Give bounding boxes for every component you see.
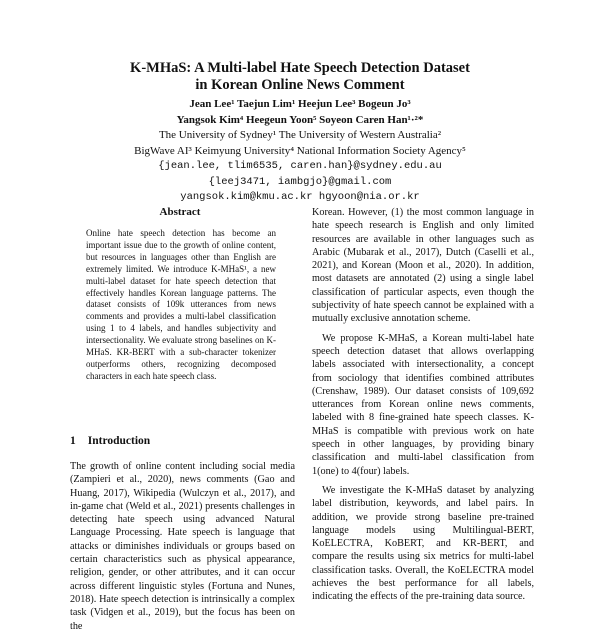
email-line-1: {jean.lee, tlim6535, caren.han}@sydney.edu.au — [158, 160, 442, 172]
section-number: 1 — [70, 435, 76, 447]
right-column-body — [312, 206, 534, 603]
email-line-3: yangsok.kim@kmu.ac.kr hgyoon@nia.or.kr — [180, 191, 420, 203]
intro-left-paragraph: The growth of online content including social media (Zampieri et al., 2020), news comments (Gao and Huang, 2017), Wikipedia (Wulczyn et al., 2017), and in-game chat (Weld et al., 2021) presents challenges in detecting hate speech using advanced Natural Language Processing. Hate speech is language that attacks or diminishes individuals or groups based on certain characteristics such as physical appearance, religion, gender, or other attributes, and it can occur across different linguistic styles (Fortuna and Nunes, 2018). Hate speech detection is intrinsically a complex task (Vidgen et al., 2019), but the focus has been on the — [70, 461, 295, 632]
paper-title — [0, 60, 600, 94]
affiliations-line-2: BigWave AI³ Keimyung University⁴ National Information Society Agency⁵ — [134, 144, 466, 157]
section-title: Introduction — [87, 435, 151, 447]
abstract-text: Online hate speech detection has become an important issue due to the growth of online content, but resources in languages other than English are extremely limited. We introduce K-MHaS¹, a new multi-label dataset for hate speech detection that effectively handles Korean language patterns. The dataset consists of 109k utterances from news comments and provides a multi-label classification using 1 to 4 labels, and handles subjectivity and intersectionality. We evaluate strong baselines on K-MHaS. KR-BERT with a sub-character tokenizer outperforms others, recognizing decomposed characters in each hate speech class. — [86, 228, 276, 381]
intro-right-paragraph-3: We investigate the K-MHaS dataset by analyzing label distribution, keywords, and label pairs. In addition, we provide strong baseline pre-trained language models using Multilingual-BERT, KoELECTRA, KoBERT, and KR-BERT, and compare the results using six metrics for multi-label classification tasks. Overall, the KoELECTRA model achieves the best performance for all labels, indicating the effects of the pre-training data source. — [312, 484, 534, 603]
title-line-1: K-MHaS: A Multi-label Hate Speech Detection Dataset — [130, 60, 470, 76]
intro-right-paragraph-2: We propose K-MHaS, a Korean multi-label hate speech detection dataset that allows overlapping labels associated with intersectionality, a concept from sociology that identifies combined attributes (Crenshaw, 1989). Our dataset consists of 109,692 utterances from Korean online news comments, labeled with 8 fine-grained hate speech classes. K-MHaS is compatible with previous work on hate speech in other languages, by providing binary classification and multi-label classification from 1(one) to 4(four) labels. — [312, 332, 534, 477]
affiliations-line-1: The University of Sydney¹ The University of Western Australia² — [158, 129, 442, 141]
abstract-heading: Abstract — [159, 206, 201, 218]
intro-right-paragraph-1: Korean. However, (1) the most common language in hate speech research is English and only limited resources are available in other languages such as Arabic (Mubarak et al., 2017), Dutch (Caselli et al., 2021), and Korean (Moon et al., 2020). In addition, most datasets are annotated (2) using a single label classification of particular aspects, even though the subjectivity of hate speech cannot be explained with a mutually exclusive annotation scheme. — [312, 207, 534, 325]
authors-line-2: Yangsok Kim⁴ Heegeun Yoon⁵ Soyeon Caren Han¹·²* — [176, 113, 424, 126]
left-column-body — [70, 460, 295, 632]
email-line-2: {leej3471, iambgjo}@gmail.com — [208, 175, 392, 188]
authors-line-1: Jean Lee¹ Taejun Lim¹ Heejun Lee³ Bogeun Jo³ — [189, 98, 411, 110]
section-heading — [70, 435, 300, 447]
title-line-2: in Korean Online News Comment — [195, 77, 405, 93]
author-block — [0, 97, 600, 206]
